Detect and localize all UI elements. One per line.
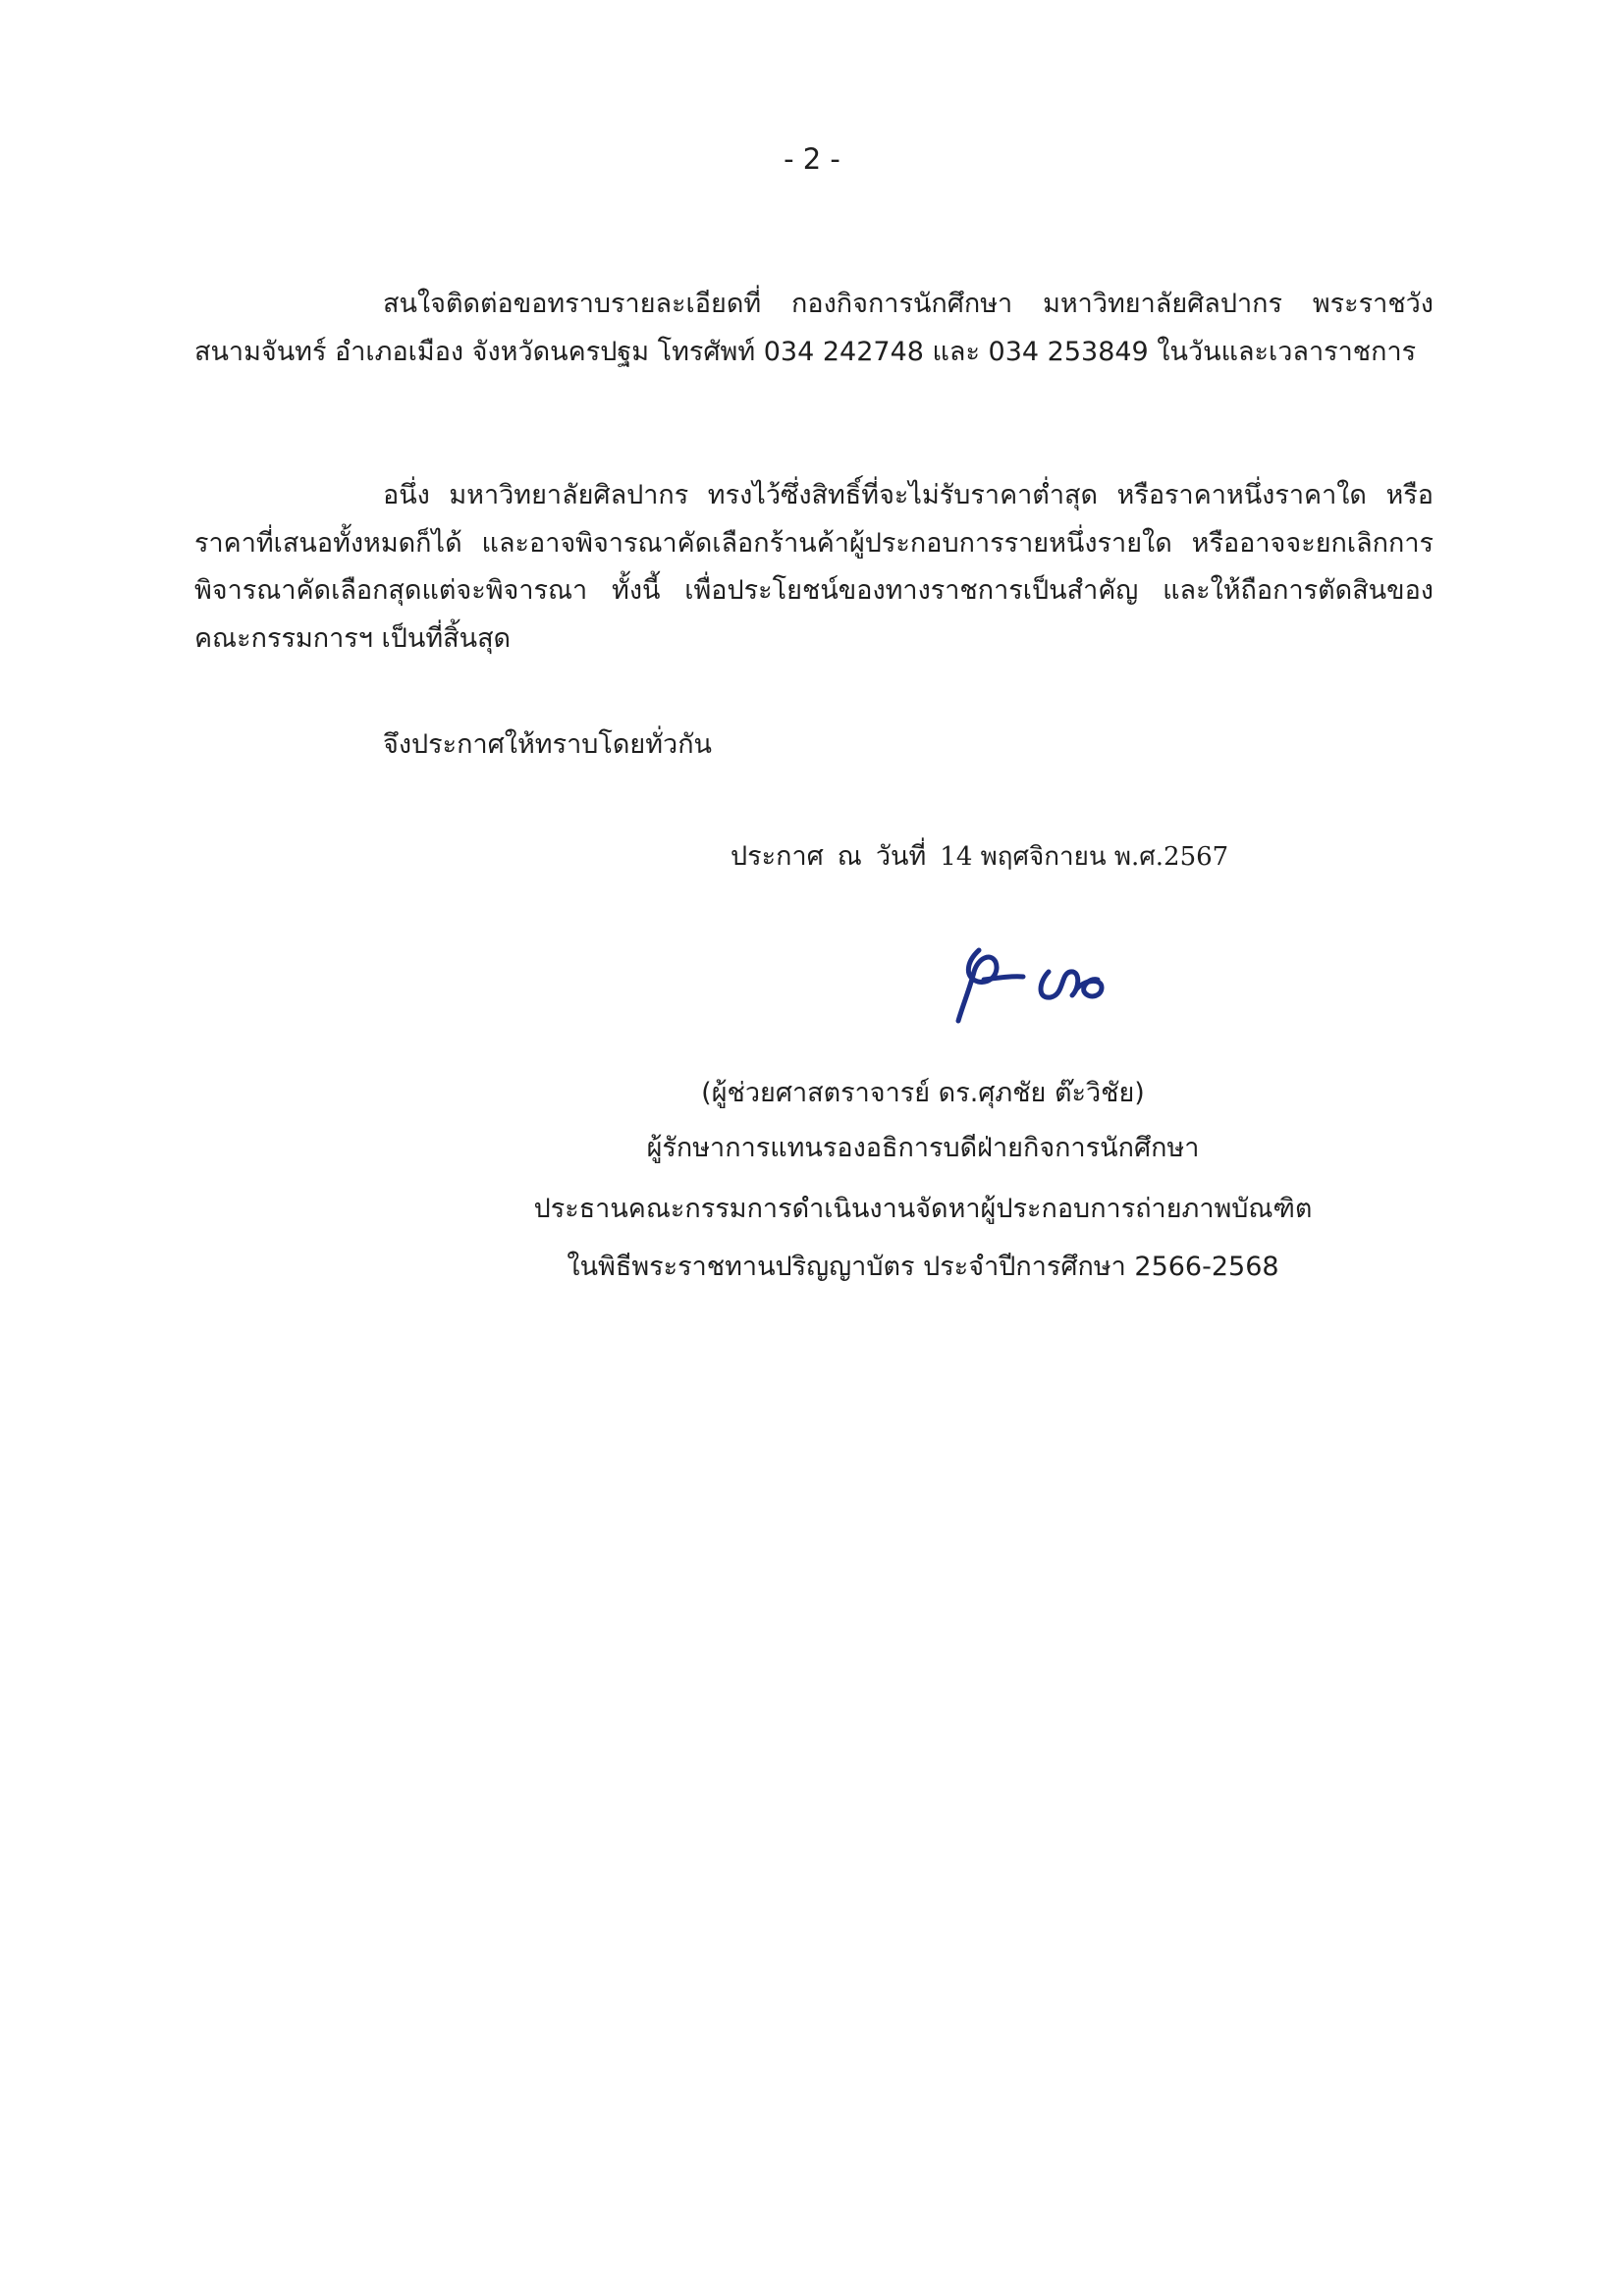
contact-paragraph: สนใจติดต่อขอทราบรายละเอียดที่ กองกิจการนักศึกษา มหาวิทยาลัยศิลปากร พระราชวังสนามจันทร์ อำเภอเมือง จังหวัดนครปฐม โทรศัพท์ 034 242748 และ 034 253849 ในวันและเวลาราชการ <box>194 289 1434 367</box>
announcement-date: 14 พฤศจิกายน พ.ศ.2567 <box>940 842 1229 872</box>
signature-stroke-1 <box>958 950 997 1021</box>
day-word: วันที่ <box>875 841 927 872</box>
signature-stroke-3 <box>1041 972 1078 997</box>
signer-title: ผู้รักษาการแทนรองอธิการบดีฝ่ายกิจการนักศึกษา <box>646 1133 1200 1163</box>
signer-role: ประธานคณะกรรมการดำเนินงานจัดหาผู้ประกอบการถ่ายภาพบัณฑิต <box>533 1194 1313 1224</box>
page-number: - 2 - <box>784 142 840 176</box>
at-word: ณ <box>837 841 862 872</box>
announce-word: ประกาศ <box>731 841 824 872</box>
announcement-date-line <box>731 835 1228 879</box>
signature-stroke-2 <box>984 977 1023 980</box>
signature-image <box>945 923 1131 1031</box>
reservation-paragraph: อนึ่ง มหาวิทยาลัยศิลปากร ทรงไว้ซึ่งสิทธิ์ที่จะไม่รับราคาต่ำสุด หรือราคาหนึ่งราคาใด หรือราคาที่เสนอทั้งหมดก็ได้ และอาจพิจารณาคัดเลือกร้านค้าผู้ประกอบการรายหนึ่งรายใด หรืออาจจะยกเลิกการพิจารณาคัดเลือกสุดแต่จะพิจารณา ทั้งนี้ เพื่อประโยชน์ของทางราชการเป็นสำคัญ และให้ถือการตัดสินของคณะกรรมการฯ เป็นที่สิ้นสุด <box>194 480 1434 654</box>
signer-name: (ผู้ช่วยศาสตราจารย์ ดร.ศุภชัย ต๊ะวิชัย) <box>701 1078 1145 1108</box>
announcement-paragraph: จึงประกาศให้ทราบโดยทั่วกัน <box>383 729 712 760</box>
signer-event: ในพิธีพระราชทานปริญญาบัตร ประจำปีการศึกษา 2566-2568 <box>567 1252 1279 1282</box>
